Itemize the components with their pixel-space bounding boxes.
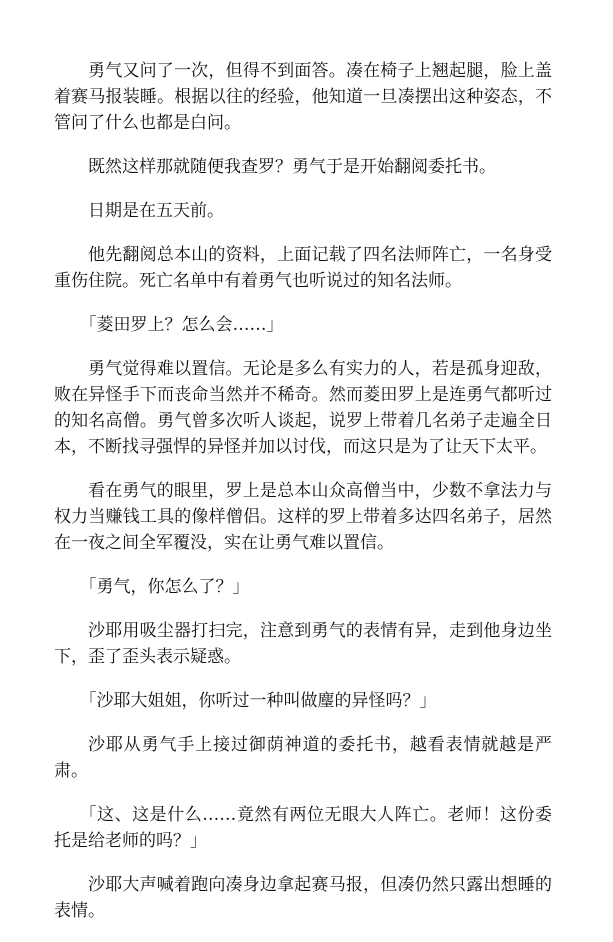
paragraph: 沙耶用吸尘器打扫完，注意到勇气的表情有异，走到他身边坐下，歪了歪头表示疑惑。 <box>54 621 552 667</box>
paragraph: 看在勇气的眼里，罗上是总本山众高僧当中，少数不拿法力与权力当赚钱工具的像样僧侣。这样的罗上带着多达四名弟子，居然在一夜之间全军覆没，实在让勇气难以置信。 <box>54 481 552 553</box>
dialogue-line: 「沙耶大姐姐，你听过一种叫做麈的异怪吗？」 <box>79 691 437 711</box>
paragraph: 日期是在五天前。 <box>88 201 224 221</box>
dialogue-line: 「这、这是什么……竟然有两位无眼大人阵亡。老师！这份委托是给老师的吗？」 <box>54 805 552 851</box>
dialogue-line: 「菱田罗上？怎么会……」 <box>79 315 284 335</box>
document-body <box>54 58 552 942</box>
paragraph: 他先翻阅总本山的资料，上面记载了四名法师阵亡，一名身受重伤住院。死亡名单中有着勇气也听说过的知名法师。 <box>54 245 552 291</box>
paragraph: 勇气又问了一次，但得不到面答。凑在椅子上翘起腿，脸上盖着赛马报装睡。根据以往的经验，他知道一旦凑摆出这种姿态，不管问了什么也都是白问。 <box>54 61 552 133</box>
dialogue-line: 「勇气，你怎么了？」 <box>79 577 250 597</box>
paragraph: 沙耶大声喊着跑向凑身边拿起赛马报，但凑仍然只露出想睡的表情。 <box>54 875 552 921</box>
paragraph: 沙耶从勇气手上接过御荫神道的委托书，越看表情就越是严肃。 <box>54 735 552 781</box>
paragraph: 既然这样那就随便我查罗？勇气于是开始翻阅委托书。 <box>88 157 496 177</box>
paragraph: 勇气觉得难以置信。无论是多么有实力的人，若是孤身迎敌，败在异怪手下而丧命当然并不稀奇。然而菱田罗上是连勇气都听过的知名高僧。勇气曾多次听人谈起，说罗上带着几名弟子走遍全日本，不断找寻强悍的异怪并加以讨伐，而这只是为了让天下太平。 <box>54 359 552 457</box>
